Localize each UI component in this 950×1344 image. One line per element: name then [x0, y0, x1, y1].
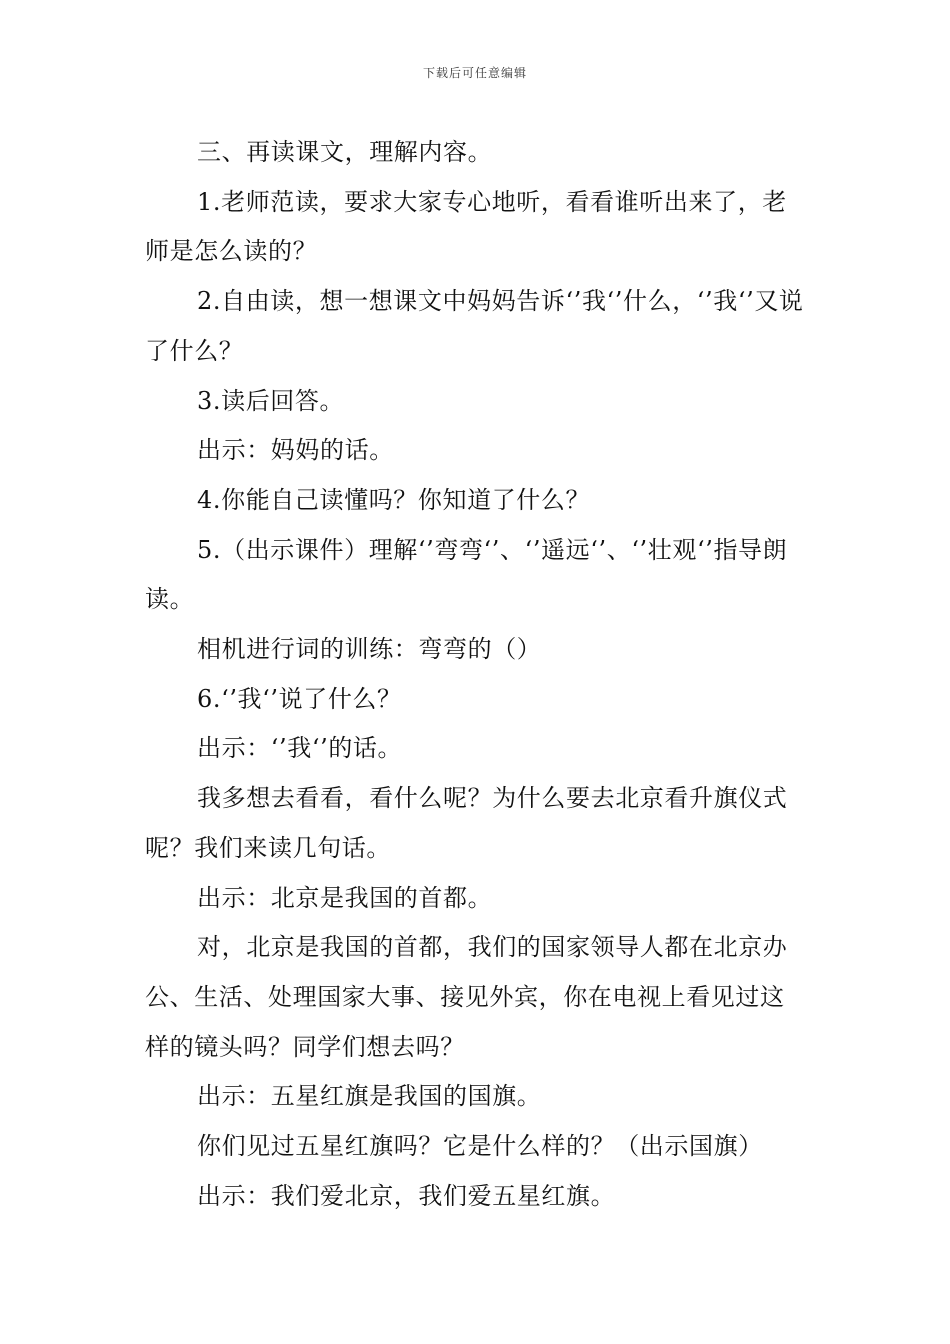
paragraph: 出示：‘’我‘’的话。: [197, 734, 403, 763]
page-header: 下载后可任意编辑: [422, 66, 527, 80]
paragraph: 1.老师范读，要求大家专心地听，看看谁听出来了，老师是怎么读的？: [145, 187, 787, 266]
document-body: [145, 128, 809, 1221]
paragraph: 出示：北京是我国的首都。: [197, 883, 493, 912]
paragraph: 5.（出示课件）理解‘’弯弯‘’、‘’遥远‘’、‘’壮观‘’指导朗读。: [145, 535, 788, 614]
paragraph: 你们见过五星红旗吗？它是什么样的？（出示国旗）: [197, 1132, 763, 1161]
paragraph: 6.‘’我‘’说了什么？: [197, 684, 402, 713]
paragraph: 3.读后回答。: [197, 386, 345, 415]
paragraph: 相机进行词的训练：弯弯的（）: [197, 635, 542, 664]
paragraph: 4.你能自己读懂吗？你知道了什么？: [197, 485, 591, 514]
paragraph: 出示：我们爱北京，我们爱五星红旗。: [197, 1181, 616, 1210]
paragraph: 我多想去看看，看什么呢？为什么要去北京看升旗仪式呢？我们来读几句话。: [145, 784, 788, 862]
paragraph: 出示：妈妈的话。: [197, 436, 394, 465]
paragraph: 出示：五星红旗是我国的国旗。: [197, 1082, 542, 1111]
paragraph: 2.自由读，想一想课文中妈妈告诉‘’我‘’什么，‘’我‘’又说了什么？: [145, 287, 804, 365]
paragraph: 对，北京是我国的首都，我们的国家领导人都在北京办公、生活、处理国家大事、接见外宾，你在电视上看见过这样的镜头吗？同学们想去吗？: [145, 933, 788, 1061]
section-heading: 三、再读课文，理解内容。: [197, 138, 493, 166]
